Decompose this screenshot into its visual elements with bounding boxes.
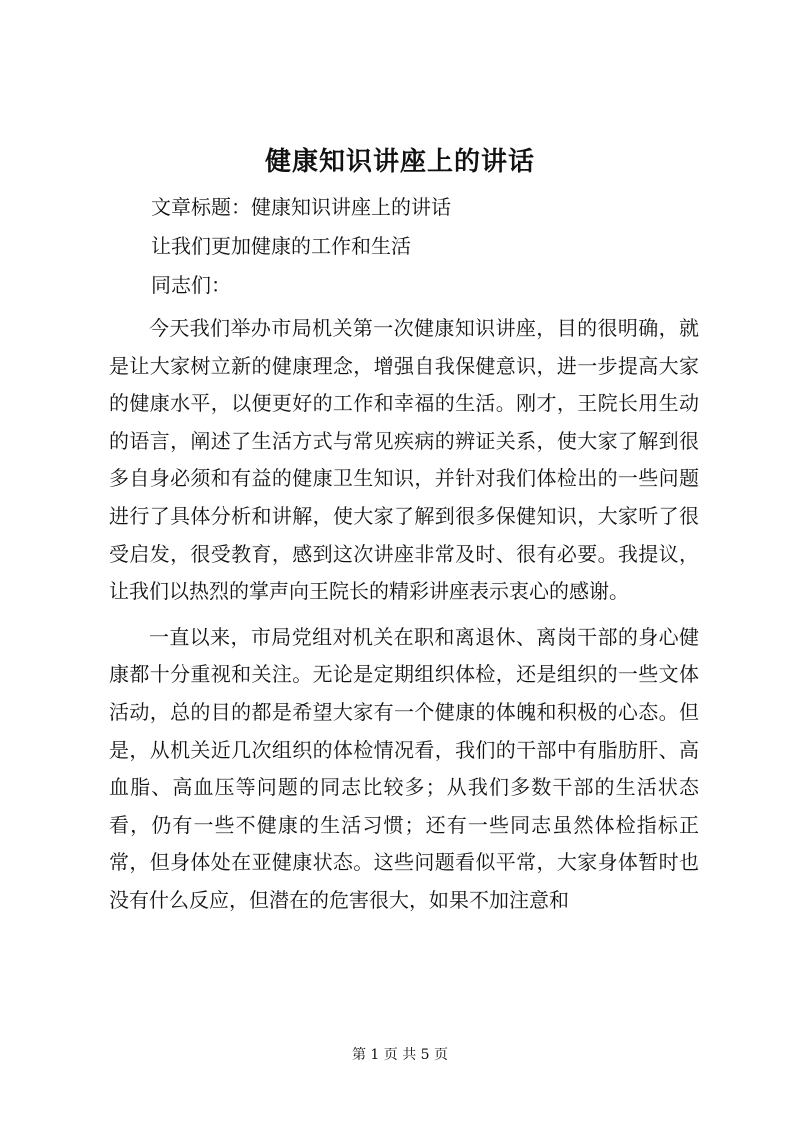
document-body — [109, 310, 699, 928]
salutation: 同志们： — [151, 273, 231, 297]
article-title-line: 文章标题：健康知识讲座上的讲话 — [151, 195, 451, 219]
document-subtitle: 让我们更加健康的工作和生活 — [151, 234, 411, 258]
document-title: 健康知识讲座上的讲话 — [264, 147, 535, 177]
body-paragraph-2: 一直以来，市局党组对机关在职和离退休、离岗干部的身心健康都十分重视和关注。无论是定期组织体检，还是组织的一些文体活动，总的目的都是希望大家有一个健康的体魄和积极的心态。但是，从机关近几次组织的体检情况看，我们的干部中有脂肪肝、高血脂、高血压等问题的同志比较多；从我们多数干部的生活状态看，仍有一些不健康的生活习惯；还有一些同志虽然体检指标正常，但身体处在亚健康状态。这些问题看似平常，大家身体暂时也没有什么反应，但潜在的危害很大，如果不加注意和 — [109, 624, 699, 912]
page-footer: 第 1 页 共 5 页 — [351, 1047, 449, 1063]
body-paragraph-1: 今天我们举办市局机关第一次健康知识讲座，目的很明确，就是让大家树立新的健康理念，增强自我保健意识，进一步提高大家的健康水平，以便更好的工作和幸福的生活。刚才，王院长用生动的语言，阐述了生活方式与常见疾病的辨证关系，使大家了解到很多自身必须和有益的健康卫生知识，并针对我们体检出的一些问题进行了具体分析和讲解，使大家了解到很多保健知识，大家听了很受启发，很受教育，感到这次讲座非常及时、很有必要。我提议，让我们以热烈的掌声向王院长的精彩讲座表示衷心的感谢。 — [109, 316, 699, 604]
